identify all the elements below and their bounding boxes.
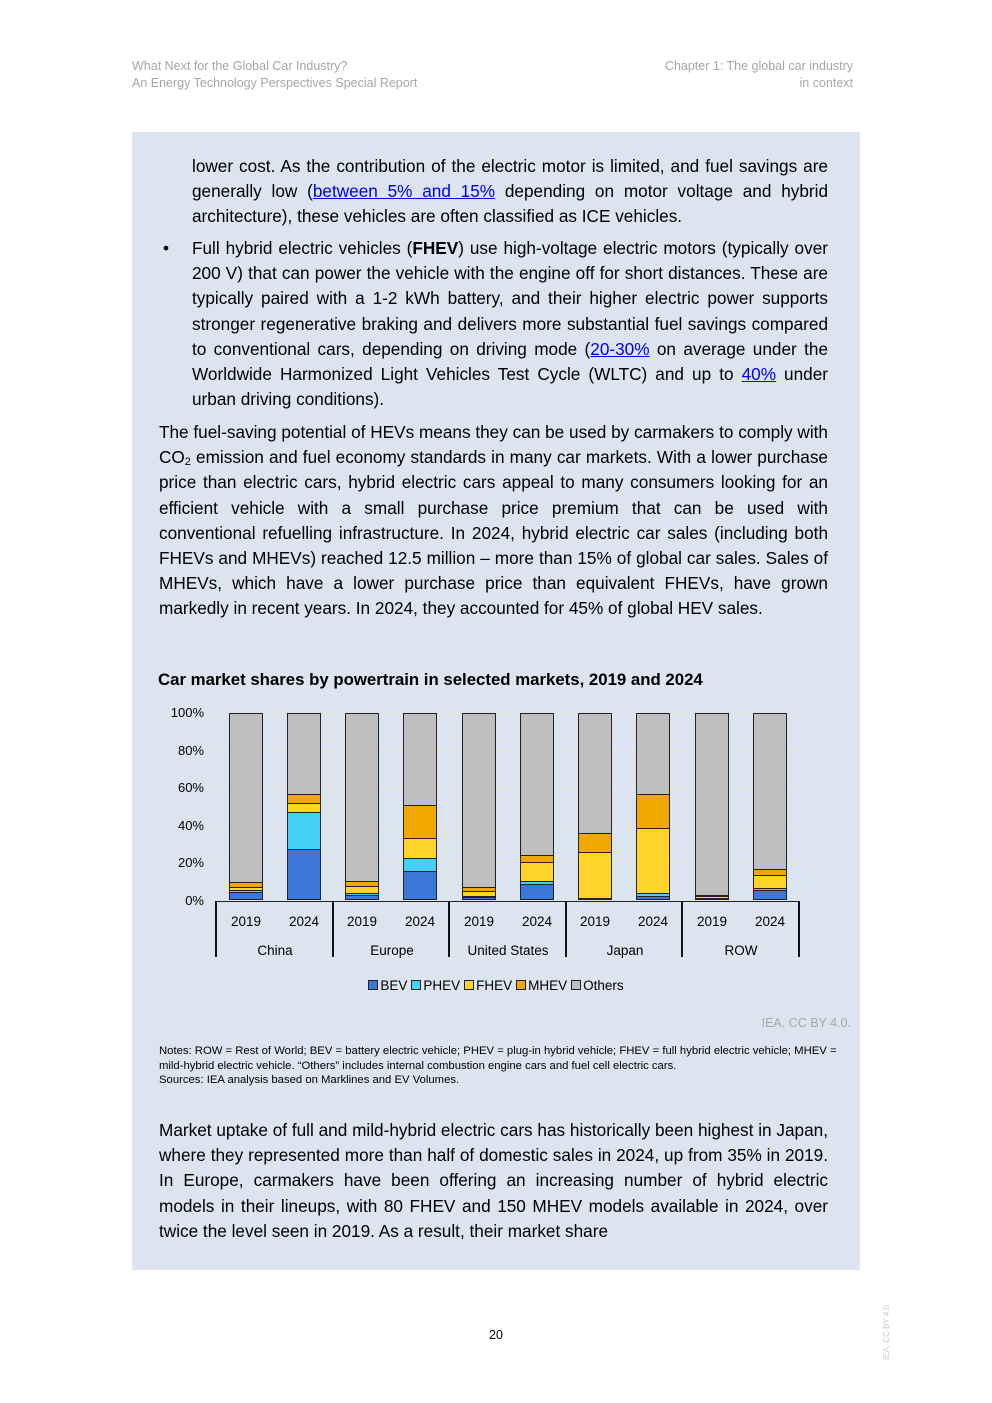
bar-japan-2024 [636, 713, 670, 900]
segment-fhev [754, 875, 786, 888]
paragraph-market-uptake: Market uptake of full and mild-hybrid electric cars has historically been highest in Japan, where they represented more than half of domestic sales in 2024, up from 35% in 2019. In Europe, carmakers have been offering an increasing number of hybrid electric models in their lineups, with 80 FHEV and 150 MHEV models available in 2024, over twice the level seen in 2019. As a result, their market share [159, 1120, 828, 1241]
bar-china-2019 [229, 713, 263, 900]
segment-others [404, 714, 436, 805]
bar-japan-2019 [578, 713, 612, 900]
y-tick-label: 40% [177, 817, 204, 833]
link-between-5-15[interactable]: between 5% and 15% [312, 181, 496, 202]
legend-item-bev [368, 978, 407, 993]
paragraph-hev-potential [159, 420, 828, 622]
segment-mhev [521, 855, 553, 862]
legend-label: PHEV [423, 978, 461, 993]
text: emission and fuel economy standards in many car markets. With a lower purchase price than electric cars, hybrid electric cars appeal to many consumers looking for an efficient vehicle with a small purchase price premium that can be used with conventional refuelling infrastructure. In 2024, hybrid electric car sales (including both FHEVs and MHEVs) reached 12.5 million – more than 15% of global car sales. Sales of MHEVs, which have a lower purchase price than equivalent FHEVs, have grown markedly in recent years. In 2024, they accounted for 45% of global HEV sales. [159, 447, 828, 619]
segment-fhev [404, 838, 436, 858]
bar-europe-2024 [403, 713, 437, 900]
segment-bev [637, 896, 669, 899]
x-year-label: 2024 [404, 914, 436, 929]
side-credit: IEA. CC BY 4.0. [882, 1302, 891, 1360]
sources-text: Sources: IEA analysis based on Marklines and EV Volumes. [159, 1074, 460, 1087]
subscript: 2 [184, 456, 191, 469]
x-year-label: 2024 [754, 914, 786, 929]
text: ) use high-voltage electric motors (typically over 200 V) that can power the vehicle with the engine off for short distances. These are typically paired with a 1-2 kWh battery, and their higher electric power supports stronger regenerative braking and delivers more substantial fuel savings compared to conventional cars, depending on driving mode ( [192, 238, 828, 359]
y-tick-label: 60% [177, 780, 204, 796]
bar-europe-2019 [345, 713, 379, 900]
segment-bev [463, 897, 495, 899]
segment-fhev [637, 828, 669, 894]
legend-swatch-icon [411, 980, 421, 990]
legend-swatch-icon [571, 980, 581, 990]
segment-mhev [404, 805, 436, 838]
notes-text: Notes: ROW = Rest of World; BEV = battery electric vehicle; PHEV = plug-in hybrid vehicle; FHEV = full hybrid electric vehicle; MHEV = mild-hybrid electric vehicle. “Others” includes internal combustion engine cars and fuel cell electric cars. [159, 1045, 837, 1072]
report-subtitle: An Energy Technology Perspectives Special Report [132, 76, 418, 90]
legend-swatch-icon [516, 980, 526, 990]
x-year-label: 2019 [696, 914, 728, 929]
y-tick-label: 20% [177, 855, 204, 871]
stacked-bar-chart [132, 702, 860, 1002]
legend-label: Others [583, 978, 624, 993]
x-year-label: 2019 [463, 914, 495, 929]
x-year-label: 2019 [579, 914, 611, 929]
y-tick-label: 80% [177, 742, 204, 758]
bar-china-2024 [287, 713, 321, 900]
link-20-30[interactable]: 20-30% [590, 338, 650, 359]
segment-others [637, 714, 669, 794]
segment-phev [404, 858, 436, 871]
chapter-title-cont: in context [799, 76, 853, 90]
text: Full hybrid electric vehicles ( [192, 238, 413, 258]
legend-item-fhev [464, 978, 512, 993]
bar-united-states-2024 [520, 713, 554, 900]
x-year-label: 2019 [230, 914, 262, 929]
legend-swatch-icon [464, 980, 474, 990]
text: The fuel-saving potential of HEVs means they can be used by carmakers to comply with CO [159, 422, 828, 468]
x-year-label: 2024 [521, 914, 553, 929]
segment-mhev [288, 794, 320, 803]
bar-row-2019 [695, 713, 729, 900]
segment-others [288, 714, 320, 794]
text: on average under the Worldwide Harmonized Light Vehicles Test Cycle (WLTC) and up to [192, 338, 828, 385]
chart-credit: IEA. CC BY 4.0. [761, 1016, 851, 1030]
segment-others [579, 714, 611, 833]
chart-title: Car market shares by powertrain in selected markets, 2019 and 2024 [158, 670, 703, 689]
running-header-left [132, 58, 417, 92]
bar-united-states-2019 [462, 713, 496, 900]
bullet-icon: • [163, 238, 170, 258]
x-year-label: 2019 [346, 914, 378, 929]
legend-item-mhev [516, 978, 567, 993]
bar-row-2024 [753, 713, 787, 900]
running-header-right [665, 58, 853, 92]
segment-bev [521, 884, 553, 899]
segment-mhev [637, 794, 669, 828]
segment-bev [230, 892, 262, 899]
segment-bev [346, 895, 378, 899]
continuation-paragraph [192, 154, 828, 230]
segment-fhev [346, 886, 378, 893]
fhev-term: FHEV [412, 238, 459, 258]
link-40[interactable]: 40% [741, 364, 776, 385]
segment-fhev [579, 852, 611, 898]
legend-label: FHEV [476, 978, 513, 993]
chapter-title: Chapter 1: The global car industry [664, 59, 853, 73]
legend-item-others [571, 978, 624, 993]
x-year-label: 2024 [288, 914, 320, 929]
y-tick-label: 100% [170, 705, 204, 720]
report-title: What Next for the Global Car Industry? [132, 59, 348, 73]
segment-bev [754, 890, 786, 899]
page-number: 20 [489, 1328, 503, 1342]
segment-bev [696, 898, 728, 899]
y-tick-label: 0% [185, 893, 204, 908]
segment-mhev [579, 833, 611, 852]
segment-fhev [521, 862, 553, 881]
x-group-label: ROW [724, 943, 758, 958]
segment-others [463, 714, 495, 887]
x-group-label: Japan [606, 943, 644, 958]
legend-label: BEV [380, 978, 408, 993]
segment-others [521, 714, 553, 855]
x-group-label: China [257, 943, 293, 958]
segment-others [230, 714, 262, 882]
x-year-label: 2024 [637, 914, 669, 929]
legend-swatch-icon [368, 980, 378, 990]
chart-notes [159, 1044, 839, 1088]
legend-item-phev [411, 978, 460, 993]
text: lower cost. As the contribution of the electric motor is limited, and fuel savings are generally low ( [192, 156, 828, 202]
segment-fhev [288, 803, 320, 812]
x-group-label: Europe [370, 943, 414, 958]
text: depending on motor voltage and hybrid architecture), these vehicles are often classified as ICE vehicles. [192, 181, 829, 227]
segment-bev [404, 871, 436, 899]
text: under urban driving conditions). [192, 364, 829, 410]
segment-others [696, 714, 728, 895]
x-group-label: United States [467, 943, 549, 958]
chart-legend [132, 978, 860, 993]
segment-bev [288, 849, 320, 899]
segment-bev [579, 898, 611, 899]
highlight-box [132, 132, 860, 1270]
legend-label: MHEV [528, 978, 568, 993]
segment-phev [288, 812, 320, 849]
segment-others [346, 714, 378, 881]
segment-others [754, 714, 786, 868]
